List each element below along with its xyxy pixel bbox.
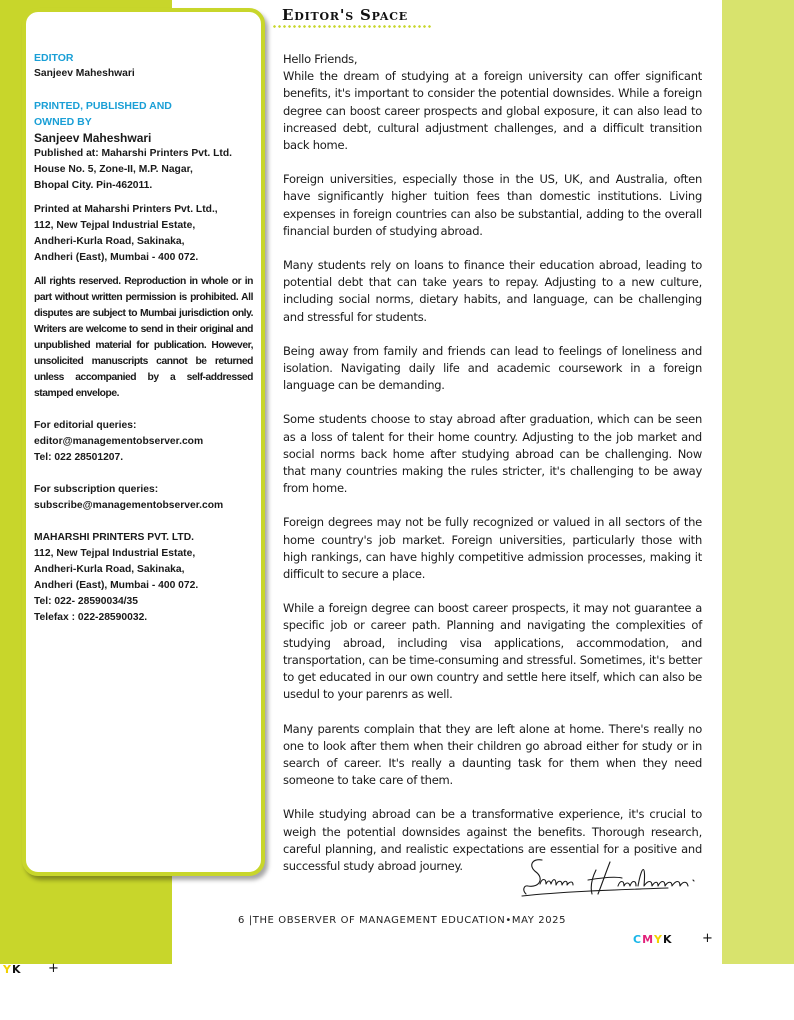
cyan-mark: C <box>633 933 643 946</box>
article-paragraph: Foreign universities, especially those in the US, UK, and Australia, often have significantly higher tuition fees than domestic institutions. Living expenses in foreign countries can also be substantial, adding to the overall financial burden of studying abroad. <box>283 172 702 238</box>
editorial-queries-block <box>34 418 253 466</box>
plus-icon: + <box>702 931 713 946</box>
footer-divider: | <box>248 915 253 926</box>
dotted-rule <box>272 25 432 28</box>
printed-line: Printed at Maharshi Printers Pvt. Ltd., <box>34 204 218 215</box>
printed-at-block <box>34 202 253 266</box>
magenta-mark: M <box>642 933 655 946</box>
section-header <box>272 6 432 30</box>
printed-line: 112, New Tejpal Industrial Estate, <box>34 220 196 231</box>
editorial-queries-line: For editorial queries: <box>34 420 137 431</box>
printer-block <box>34 530 253 626</box>
printer-line: Andheri (East), Mumbai - 400 072. <box>34 580 199 591</box>
article-paragraph: While a foreign degree can boost career prospects, it may not guarantee a specific job or career path. Planning and navigating the complexities of studying abroad, including visa applications, accommodation, and transportation, can be time-consuming and stressful. Sometimes, it's better to get educated in our own country and settle here itself, which can also be usedul to your parenrs as well. <box>283 601 702 702</box>
greeting: Hello Friends, <box>283 52 358 66</box>
yellow-mark: Y <box>3 963 12 976</box>
printer-line: Tel: 022- 28590034/35 <box>34 596 138 607</box>
article-paragraph: While studying abroad can be a transformative experience, it's crucial to weigh the potential downsides against the benefits. Thorough research, careful planning, and realistic expectations are essential for a positive and successful study abroad journey. <box>283 807 702 873</box>
printer-line: Telefax : 022-28590032. <box>34 612 148 623</box>
article-paragraph: Foreign degrees may not be fully recognized or valued in all sectors of the home country's job market. Foreign universities, particularly those with high rankings, can have highly competitive admission processes, making it difficult to secure a place. <box>283 515 702 582</box>
subscription-queries-block <box>34 482 253 514</box>
printer-line: MAHARSHI PRINTERS PVT. LTD. <box>34 532 194 543</box>
printed-line: Andheri (East), Mumbai - 400 072. <box>34 252 199 263</box>
published-line: House No. 5, Zone-II, M.P. Nagar, <box>34 164 193 175</box>
plus-icon: + <box>48 961 59 976</box>
article-paragraph: Many students rely on loans to finance their education abroad, leading to potential debt that can take years to repay. Adjusting to a new culture, including social norms, dietary habits, and language, can be challenging and stressful for students. <box>283 258 702 324</box>
yellow-mark: Y <box>654 933 663 946</box>
editorial-phone: Tel: 022 28501207. <box>34 452 124 463</box>
editor-name: Sanjeev Maheshwari <box>34 68 135 79</box>
page-title: Editor's Space <box>282 6 408 24</box>
published-line: Bhopal City. Pin-462011. <box>34 180 153 191</box>
editorial-article <box>283 51 702 892</box>
footer-separator: • <box>505 915 512 926</box>
masthead-card <box>22 8 265 876</box>
bottom-strip <box>0 964 794 1020</box>
article-paragraph: While the dream of studying at a foreign university can offer significant benefits, it's important to consider the potential downsides. While a foreign degree can boost career prospects and global exposure, it can also lead to increased debt, cultural adjustment challenges, and a difficult transition back home. <box>283 69 702 153</box>
cmyk-color-bar <box>633 933 673 946</box>
article-paragraph: Some students choose to stay abroad after graduation, which can be seen as a loss of talent for their home country. Adjusting to the job market and social norms back home after studying abroad can be challenging. Now that many countries making the rules stricter, it's challenging to be away from home. <box>283 412 702 496</box>
owner-name: Sanjeev Maheshwari <box>34 131 152 145</box>
black-mark: K <box>663 933 673 946</box>
subscription-email[interactable]: subscribe@managementobserver.com <box>34 500 224 511</box>
handwritten-signature-icon <box>518 850 706 902</box>
editorial-email[interactable]: editor@managementobserver.com <box>34 436 204 447</box>
issue-date: MAY 2025 <box>511 915 567 926</box>
printed-line: Andheri-Kurla Road, Sakinaka, <box>34 236 185 247</box>
published-line: Published at: Maharshi Printers Pvt. Ltd. <box>34 148 232 159</box>
page-number: 6 <box>238 915 245 926</box>
article-paragraph: Being away from family and friends can lead to feelings of loneliness and isolation. Navigating daily life and academic coursework in a foreign language can be demanding. <box>283 343 702 393</box>
printer-line: Andheri-Kurla Road, Sakinaka, <box>34 564 185 575</box>
publication-name: THE OBSERVER OF MANAGEMENT EDUCATION <box>252 915 506 926</box>
article-paragraph: Many parents complain that they are left alone at home. There's really no one to look after them when their children go abroad either for study or in search of career. It's really a daunting task for them when they need someone to take care of them. <box>283 721 702 788</box>
editor-label: EDITOR <box>34 52 74 64</box>
subscription-queries-line: For subscription queries: <box>34 484 159 495</box>
printed-label: PRINTED, PUBLISHED AND <box>34 100 172 112</box>
page-footer <box>238 915 568 926</box>
published-at-block <box>34 146 253 194</box>
yk-color-bar <box>3 963 22 976</box>
rights-notice: All rights reserved. Reproduction in whole or in part without written permission is prohibited. All disputes are subject to Mumbai jurisdiction only. Writers are welcome to send in their original and unpublished material for publication. However, unsolicited manuscripts cannot be returned unless accompanied by a self-addressed stamped envelope. <box>34 276 253 399</box>
owned-by-label: OWNED BY <box>34 116 92 128</box>
black-mark: K <box>11 963 22 976</box>
right-color-band <box>722 0 794 964</box>
printer-line: 112, New Tejpal Industrial Estate, <box>34 548 196 559</box>
